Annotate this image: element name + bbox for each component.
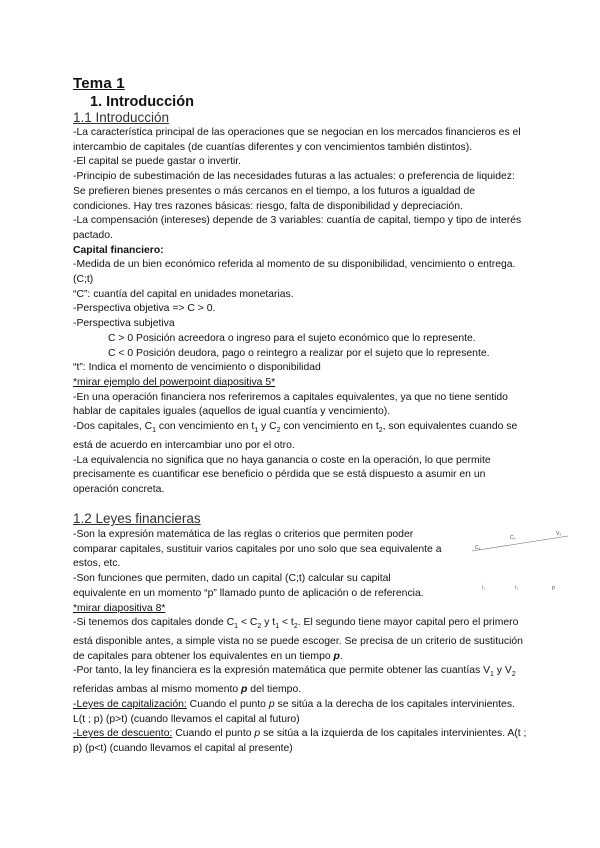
paragraph: “C”: cuantía del capital en unidades monetarias. — [73, 288, 294, 300]
paragraph: -Si tenemos dos capitales donde $C_1 < C_2$ y $t_1 < t_2$. El segundo tiene mayor capital pero el primero está disponible antes, a simple vista no se puede escoger. Se precisa de un criterio de sustitución de capitales para obtener los equivalentes en un tiempo p. — [73, 617, 523, 662]
section-1-2-body — [73, 528, 528, 757]
paragraph: “t”: Indica el momento de vencimiento o disponibilidad — [73, 362, 321, 374]
diagram-label-t1: t₁ — [482, 585, 486, 591]
paragraph: -El capital se puede gastar o invertir. — [73, 156, 242, 168]
tema-title: Tema 1 — [73, 75, 125, 92]
paragraph: -Perspectiva subjetiva — [73, 318, 175, 330]
paragraph: -La equivalencia no significa que no haya ganancia o coste en la operación, lo que permite precisamente es cuantificar ese beneficio o pérdida que se está dispuesto a asumir en un operación concreta. — [73, 454, 491, 495]
paragraph: -Por tanto, la ley financiera es la expresión matemática que permite obtener las cuantías $V_1$ y $V_2$ referidas ambas al mismo momento p del tiempo. — [73, 665, 516, 696]
heading-1-2: 1.2 Leyes financieras — [73, 511, 201, 526]
note: *mirar diapositiva 8* — [73, 602, 166, 614]
section-1-1-body — [73, 126, 528, 498]
paragraph: -La compensación (intereses) depende de 3 variables: cuantía de capital, tiempo y tipo de interés pactado. — [73, 215, 522, 241]
paragraph: C > 0 Posición acreedora o ingreso para el sujeto económico que lo represente. — [108, 332, 476, 344]
diagram-label-c1: C₁ — [475, 545, 481, 551]
paragraph: -En una operación financiera nos referiremos a capitales equivalentes, ya que no tiene sentido hablar de capitales iguales (aquellos de igual cuantía y vencimiento). — [73, 391, 508, 418]
paragraph: -Son funciones que permiten, dado un capital (C;t) calcular su capital equivalente en un momento “p” llamado punto de aplicación o de referencia. — [73, 573, 424, 599]
paragraph: -Leyes de capitalización: Cuando el punto p se sitúa a la derecha de los capitales intervinientes. L(t ; p) (p>t) (cuando llevamos el capital al futuro) — [73, 698, 515, 725]
paragraph: C < 0 Posición deudora, pago o reintegro a realizar por el sujeto que lo represente. — [108, 347, 490, 359]
diagram-label-p: p — [552, 585, 555, 591]
paragraph: -Leyes de descuento: Cuando el punto p se sitúa a la izquierda de los capitales intervinientes. A(t ; p) (p<t) (cuando llevamos el capital al presente) — [73, 728, 527, 754]
paragraph: -Principio de subestimación de las necesidades futuras a las actuales: o preferencia de liquidez: Se prefieren bienes presentes o más cercanos en el tiempo, a los futuros a igualdad de condiciones. Hay tres razones básicas: riesgo, falta de disponibilidad y depreciación. — [73, 171, 515, 212]
note: *mirar ejemplo del powerpoint diapositiva 5* — [73, 376, 276, 388]
section-1-title: 1. Introducción — [90, 94, 194, 110]
paragraph: -Son la expresión matemática de las reglas o criterios que permiten poder comparar capitales, sustituir varios capitales por uno solo que sea equivalente a estos, etc. — [73, 529, 442, 570]
capital-heading: Capital financiero: — [73, 244, 164, 256]
paragraph: -Dos capitales, $C_1$ con vencimiento en $t_1$ y $C_2$ con vencimiento en $t_2$, son equivalentes cuando se está de acuerdo en intercambiar uno por el otro. — [73, 421, 518, 451]
diagram-label-c2: C₂ — [510, 535, 516, 541]
diagram-label-v2: V₂ — [556, 531, 562, 537]
diagram-line — [472, 536, 568, 551]
capital-diagram — [470, 527, 585, 597]
paragraph: -La característica principal de las operaciones que se negocian en los mercados financieros es el intercambio de capitales (de cuantías diferentes y con vencimientos también distintos). — [73, 127, 521, 153]
heading-1-1: 1.1 Introducción — [73, 110, 170, 125]
paragraph: -Perspectiva objetiva => C > 0. — [73, 303, 216, 315]
paragraph: -Medida de un bien económico referida al momento de su disponibilidad, vencimiento o entrega. (C;t) — [73, 259, 516, 286]
diagram-label-t2: t₂ — [515, 585, 519, 591]
